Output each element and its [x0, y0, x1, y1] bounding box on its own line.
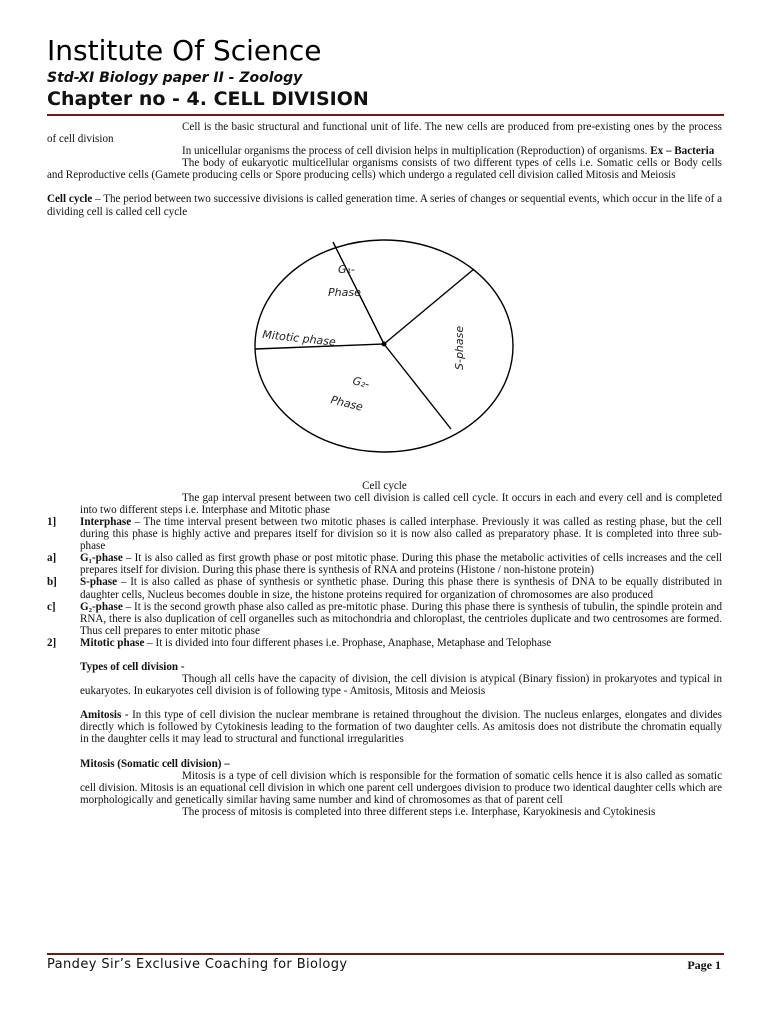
bacteria-example: Ex – Bacteria	[650, 145, 715, 158]
g2-label-line1: G₂-	[351, 373, 371, 391]
item-mitotic-phase: 2] Mitotic phase – It is divided into four different phases i.e. Prophase, Anaphase, Metaphase and Telophase	[47, 636, 552, 649]
header-divider	[47, 114, 724, 116]
cell-cycle-figure	[47, 218, 722, 480]
divider-bottom-right	[384, 344, 451, 429]
g1-label-line1: G₁-	[338, 262, 355, 276]
mitosis-paragraph-1: Mitosis is a type of cell division which is responsible for the formation of somatic cells hence it is also called as somatic cell division. Mitosis is an equational cell division in which one parent cell undergoes division to produce two identical daughter cells which are morphologically and genetically similar having same number and kind of chromosomes as that of parent cell	[80, 769, 722, 806]
cell-cycle-definition: Cell cycle – The period between two successive divisions is called generation time. A series of changes or sequential events, which occur in the life of a dividing cell is called cell cycle	[47, 193, 722, 218]
cell-cycle-diagram	[252, 218, 514, 480]
institute-title: Institute Of Science	[47, 34, 322, 67]
item-interphase: 1] Interphase – The time interval present between two mitotic phases is called interphase. Previously it was called as resting phase, but the cell during this phase is highly active and prepares itself for division so it is now also called as preparatory phase. It is completed into three sub-phase	[47, 515, 722, 553]
chapter-title: Chapter no - 4. CELL DIVISION	[47, 88, 369, 110]
types-paragraph: Though all cells have the capacity of division, the cell division is atypical (Binary fission) in prokaryotes and typical in eukaryotes. In eukaryotes cell division is of following type - Amitosis, Mitosis and Meiosis	[80, 673, 722, 698]
footer-text: Pandey Sir’s Exclusive Coaching for Biology	[47, 957, 348, 972]
mitosis-heading: Mitosis (Somatic cell division) –	[80, 757, 230, 770]
s-phase-label: S-phase	[453, 325, 466, 370]
center-dot	[382, 341, 387, 346]
document-body	[47, 121, 722, 818]
amitosis-paragraph: Amitosis - In this type of cell division the nuclear membrane is retained throughout the division. The nucleus enlarges, elongates and divides directly which is followed by Cytokinesis leading to the formation of two daughter cells. As amitosis does not distribute the chromatin equally in the daughter cells it may lead to structural and functional irregularities	[80, 709, 722, 746]
types-heading: Types of cell division -	[80, 660, 185, 673]
intro-paragraph-1: Cell is the basic structural and functional unit of life. The new cells are produced from pre-existing ones by the process of cell division	[47, 121, 722, 146]
paper-subtitle: Std-XI Biology paper II - Zoology	[47, 70, 303, 86]
page-number: Page 1	[687, 958, 721, 972]
g2-label-line2: Phase	[329, 392, 365, 414]
figure-caption: Cell cycle	[362, 479, 407, 492]
intro-paragraph-3: The body of eukaryotic multicellular organisms consists of two different types of cells i.e. Somatic cells or Body cells and Reproductive cells (Gamete producing cells or Spore producing cells) which undergo a regulated cell division called Mitosis and Meiosis	[47, 157, 722, 182]
g1-label-line2: Phase	[328, 285, 361, 299]
item-g2-phase: c] G₂-phase – It is the second growth phase also called as pre-mitotic phase. During this phase there is synthesis of tubulin, the spindle protein and RNA, there is also duplication of cell organelles such as mitochondria and chloroplast, the centrioles duplicate and two centrosomes are formed. Thus cell prepares to enter mitotic phase	[47, 600, 722, 637]
cell-cycle-gap-text: The gap interval present between two cell division is called cell cycle. It occurs in each and every cell and is completed into two different steps i.e. Interphase and Mitotic phase	[80, 491, 722, 516]
footer-divider	[47, 953, 724, 955]
mitotic-phase-label: Mitotic phase	[261, 327, 337, 349]
intro-paragraph-2: In unicellular organisms the process of cell division helps in multiplication (Reproduction) of organisms. Ex – Bacteria	[182, 145, 715, 158]
item-g1-phase: a] G₁-phase – It is also called as first growth phase or post mitotic phase. During this phase the metabolic activities of cells increases and the cell prepares itself for division. During this phase there is synthesis of RNA and proteins (Histone / non-histone protein)	[47, 552, 722, 577]
mitosis-paragraph-2: The process of mitosis is completed into three different steps i.e. Interphase, Karyokinesis and Cytokinesis	[182, 805, 656, 818]
item-s-phase: b] S-phase – It is also called as phase of synthesis or synthetic phase. During this phase there is synthesis of DNA to be equally distributed in daughter cells, Nucleus becomes double in size, the histone proteins required for organization of chromosomes are also produced	[47, 576, 722, 601]
